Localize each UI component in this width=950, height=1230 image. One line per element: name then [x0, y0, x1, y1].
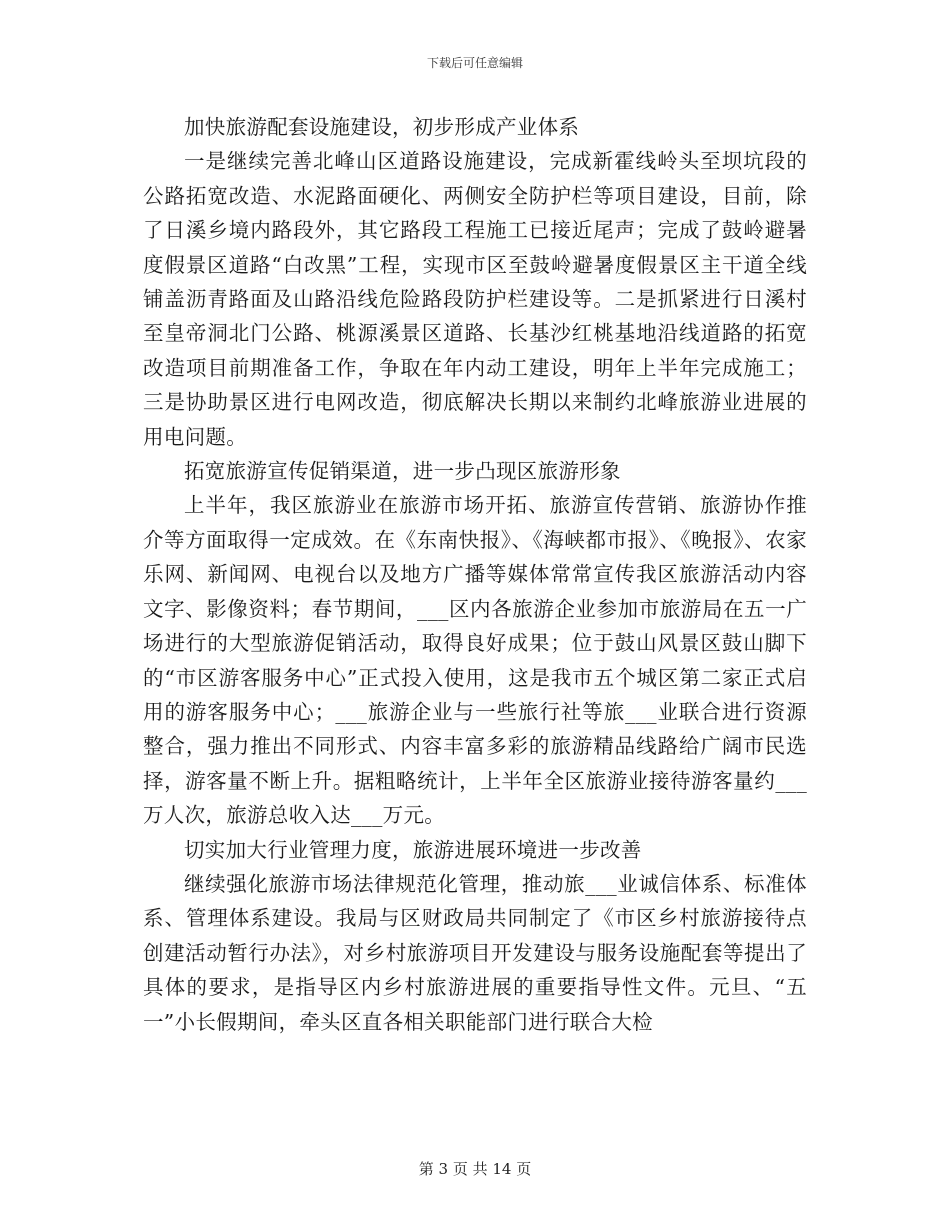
section-heading-management: 切实加大行业管理力度，旅游进展环境进一步改善 [184, 837, 642, 862]
document-body [143, 110, 807, 1039]
paragraph-promotion-results: 上半年，我区旅游业在旅游市场开拓、旅游宣传营销、旅游协作推介等方面取得一定成效。在《东南快报》、《海峡都市报》、《晚报》、农家乐网、新闻网、电视台以及地方广播等媒体常常宣传我区旅游活动内容文字、影像资料；春节期间，___区内各旅游企业参加市旅游局在五一广场进行的大型旅游促销活动，取得良好成果；位于鼓山风景区鼓山脚下的“市区游客服务中心”正式投入使用，这是我市五个城区第二家正式启用的游客服务中心；___旅游企业与一些旅行社等旅___业联合进行资源整合，强力推出不同形式、内容丰富多彩的旅游精品线路给广阔市民选择，游客量不断上升。据粗略统计，上半年全区旅游业接待游客量约___万人次，旅游总收入达___万元。 [143, 493, 807, 828]
page-number-footer: 第 3 页 共 14 页 [418, 1160, 532, 1178]
page-header-note: 下载后可任意编辑 [426, 56, 523, 70]
paragraph-road-construction: 一是继续完善北峰山区道路设施建设，完成新霍线岭头至坝坑段的公路拓宽改造、水泥路面硬化、两侧安全防护栏等项目建设，目前，除了日溪乡境内路段外，其它路段工程施工已接近尾声；完成了鼓岭避暑度假景区道路“白改黑”工程，实现市区至鼓岭避暑度假景区主干道全线铺盖沥青路面及山路沿线危险路段防护栏建设等。二是抓紧进行日溪村至皇帝洞北门公路、桃源溪景区道路、长基沙红桃基地沿线道路的拓宽改造项目前期准备工作，争取在年内动工建设，明年上半年完成施工；三是协助景区进行电网改造，彻底解决长期以来制约北峰旅游业进展的用电问题。 [143, 149, 807, 449]
section-heading-facilities: 加快旅游配套设施建设，初步形成产业体系 [184, 115, 580, 139]
section-heading-promotion: 拓宽旅游宣传促销渠道，进一步凸现区旅游形象 [184, 459, 621, 484]
paragraph-market-regulation: 继续强化旅游市场法律规范化管理，推动旅___业诚信体系、标准体系、管理体系建设。我局与区财政局共同制定了《市区乡村旅游接待点创建活动暂行办法》，对乡村旅游项目开发建设与服务设施配套等提出了具体的要求，是指导区内乡村旅游进展的重要指导性文件。元旦、“五一”小长假期间，牵头区直各相关职能部门进行联合大检 [143, 871, 807, 1034]
